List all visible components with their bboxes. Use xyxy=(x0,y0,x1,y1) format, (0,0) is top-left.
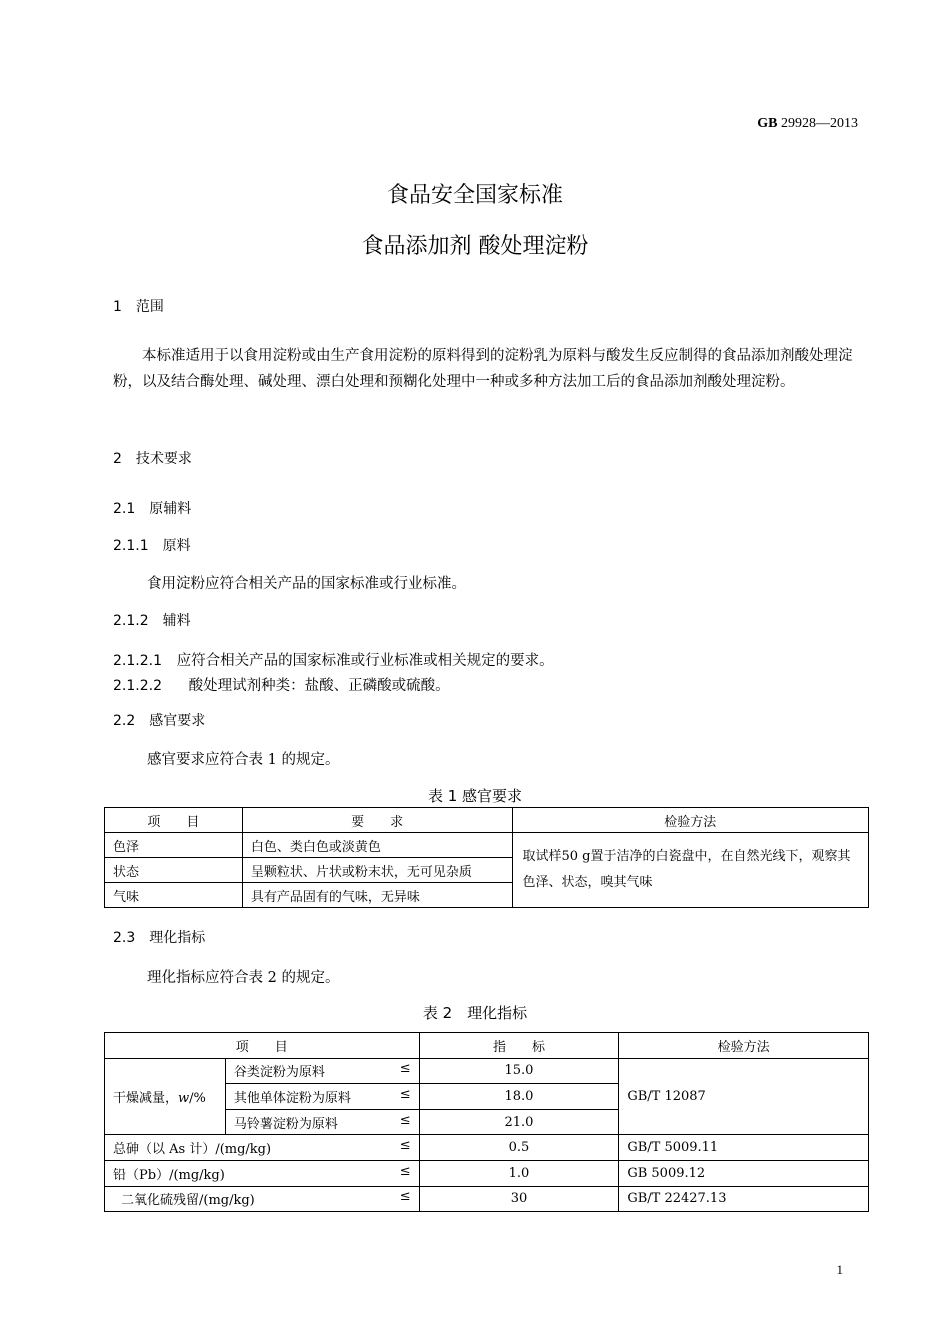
value-cell: 15.0 xyxy=(419,1058,619,1084)
subitem-cell xyxy=(225,1058,419,1084)
standard-code-number: 29928—2013 xyxy=(777,116,858,131)
section-1-body: 本标准适用于以食用淀粉或由生产食用淀粉的原料得到的淀粉乳为原料与酸发生反应制得的食品添加剂酸处理淀粉，以及结合酶处理、碱处理、漂白处理和预糊化处理中一种或多种方法加工后的食品添加剂酸处理淀粉。 xyxy=(113,348,853,390)
subitem-label: 谷类淀粉为原料 xyxy=(233,1065,325,1081)
operator: ≤ xyxy=(399,1163,411,1179)
subitem-cell xyxy=(225,1084,419,1110)
group-label-unit: /% xyxy=(189,1090,206,1106)
operator: ≤ xyxy=(399,1138,411,1154)
clause-text: 应符合相关产品的国家标准或行业标准或相关规定的要求。 xyxy=(176,653,554,669)
item-label: 二氧化硫残留/(mg/kg) xyxy=(121,1193,255,1209)
standard-code xyxy=(757,116,858,132)
item-cell: 气味 xyxy=(105,883,243,908)
section-2-2-heading: 2.2 感官要求 xyxy=(113,713,206,729)
header-cell: 检验方法 xyxy=(619,1033,869,1059)
section-1-heading: 1 范围 xyxy=(113,299,164,315)
item-cell xyxy=(105,1135,420,1161)
subitem-cell xyxy=(225,1109,419,1135)
operator: ≤ xyxy=(399,1189,411,1205)
table-row xyxy=(105,1135,869,1161)
table-1-caption: 表 1 感官要求 xyxy=(427,787,523,805)
value-cell: 30 xyxy=(419,1186,619,1212)
clause-2-1-2-1 xyxy=(113,649,554,670)
table-header-row xyxy=(105,808,869,833)
header-cell: 检验方法 xyxy=(512,808,869,833)
table-row xyxy=(105,833,869,858)
header-cell: 要 求 xyxy=(242,808,512,833)
section-2-1-2-heading: 2.1.2 辅料 xyxy=(113,613,191,629)
clause-number: 2.1.2.2 xyxy=(113,678,162,694)
table-row xyxy=(105,1160,869,1186)
subitem-label: 其他单体淀粉为原料 xyxy=(233,1090,351,1106)
section-2-2-body: 感官要求应符合表 1 的规定。 xyxy=(147,752,340,768)
subitem-label: 马铃薯淀粉为原料 xyxy=(233,1116,338,1132)
method-cell: GB/T 5009.11 xyxy=(619,1135,869,1161)
clause-text: 酸处理试剂种类：盐酸、正磷酸或硫酸。 xyxy=(188,678,450,694)
section-2-3-heading: 2.3 理化指标 xyxy=(113,930,206,946)
group-label-prefix: 干燥减量， xyxy=(113,1090,179,1106)
item-cell: 色泽 xyxy=(105,833,243,858)
method-cell: 取试样50 g置于洁净的白瓷盘中，在自然光线下，观察其色泽、状态，嗅其气味 xyxy=(512,833,869,908)
value-cell: 18.0 xyxy=(419,1084,619,1110)
section-2-1-heading: 2.1 原辅料 xyxy=(113,501,192,517)
item-label: 铅（Pb）/(mg/kg) xyxy=(113,1167,225,1183)
table-row xyxy=(105,1058,869,1084)
table-1 xyxy=(104,807,869,908)
table-2-caption: 表 2 理化指标 xyxy=(422,1004,528,1022)
value-cell: 1.0 xyxy=(419,1160,619,1186)
requirement-cell: 白色、类白色或淡黄色 xyxy=(242,833,512,858)
group-label-variable: w xyxy=(178,1090,190,1106)
clause-number: 2.1.2.1 xyxy=(113,653,162,669)
item-cell xyxy=(105,1186,420,1212)
table-row xyxy=(105,1186,869,1212)
operator: ≤ xyxy=(399,1061,411,1077)
table-header-row xyxy=(105,1033,869,1059)
requirement-cell: 具有产品固有的气味，无异味 xyxy=(242,883,512,908)
value-cell: 21.0 xyxy=(419,1109,619,1135)
section-2-1-1-heading: 2.1.1 原料 xyxy=(113,538,191,554)
clause-2-1-2-2 xyxy=(113,674,450,695)
item-label: 总砷（以 As 计）/(mg/kg) xyxy=(113,1142,272,1158)
group-label-cell xyxy=(105,1058,226,1135)
section-2-heading: 2 技术要求 xyxy=(113,451,192,467)
item-cell xyxy=(105,1160,420,1186)
operator: ≤ xyxy=(399,1086,411,1102)
header-cell: 指 标 xyxy=(419,1033,619,1059)
section-2-3-body: 理化指标应符合表 2 的规定。 xyxy=(147,970,340,986)
method-cell: GB/T 22427.13 xyxy=(619,1186,869,1212)
header-cell: 项 目 xyxy=(105,808,243,833)
value-cell: 0.5 xyxy=(419,1135,619,1161)
method-cell: GB/T 12087 xyxy=(619,1058,869,1135)
document-subtitle: 食品添加剂 酸处理淀粉 xyxy=(361,234,589,259)
table-2 xyxy=(104,1032,869,1212)
operator: ≤ xyxy=(399,1112,411,1128)
method-cell: GB 5009.12 xyxy=(619,1160,869,1186)
section-2-1-1-body: 食用淀粉应符合相关产品的国家标准或行业标准。 xyxy=(147,576,466,592)
standard-code-prefix: GB xyxy=(757,116,778,131)
page-number: 1 xyxy=(836,1262,843,1277)
item-cell: 状态 xyxy=(105,858,243,883)
requirement-cell: 呈颗粒状、片状或粉末状，无可见杂质 xyxy=(242,858,512,883)
document-title: 食品安全国家标准 xyxy=(386,183,563,208)
header-cell: 项 目 xyxy=(105,1033,420,1059)
